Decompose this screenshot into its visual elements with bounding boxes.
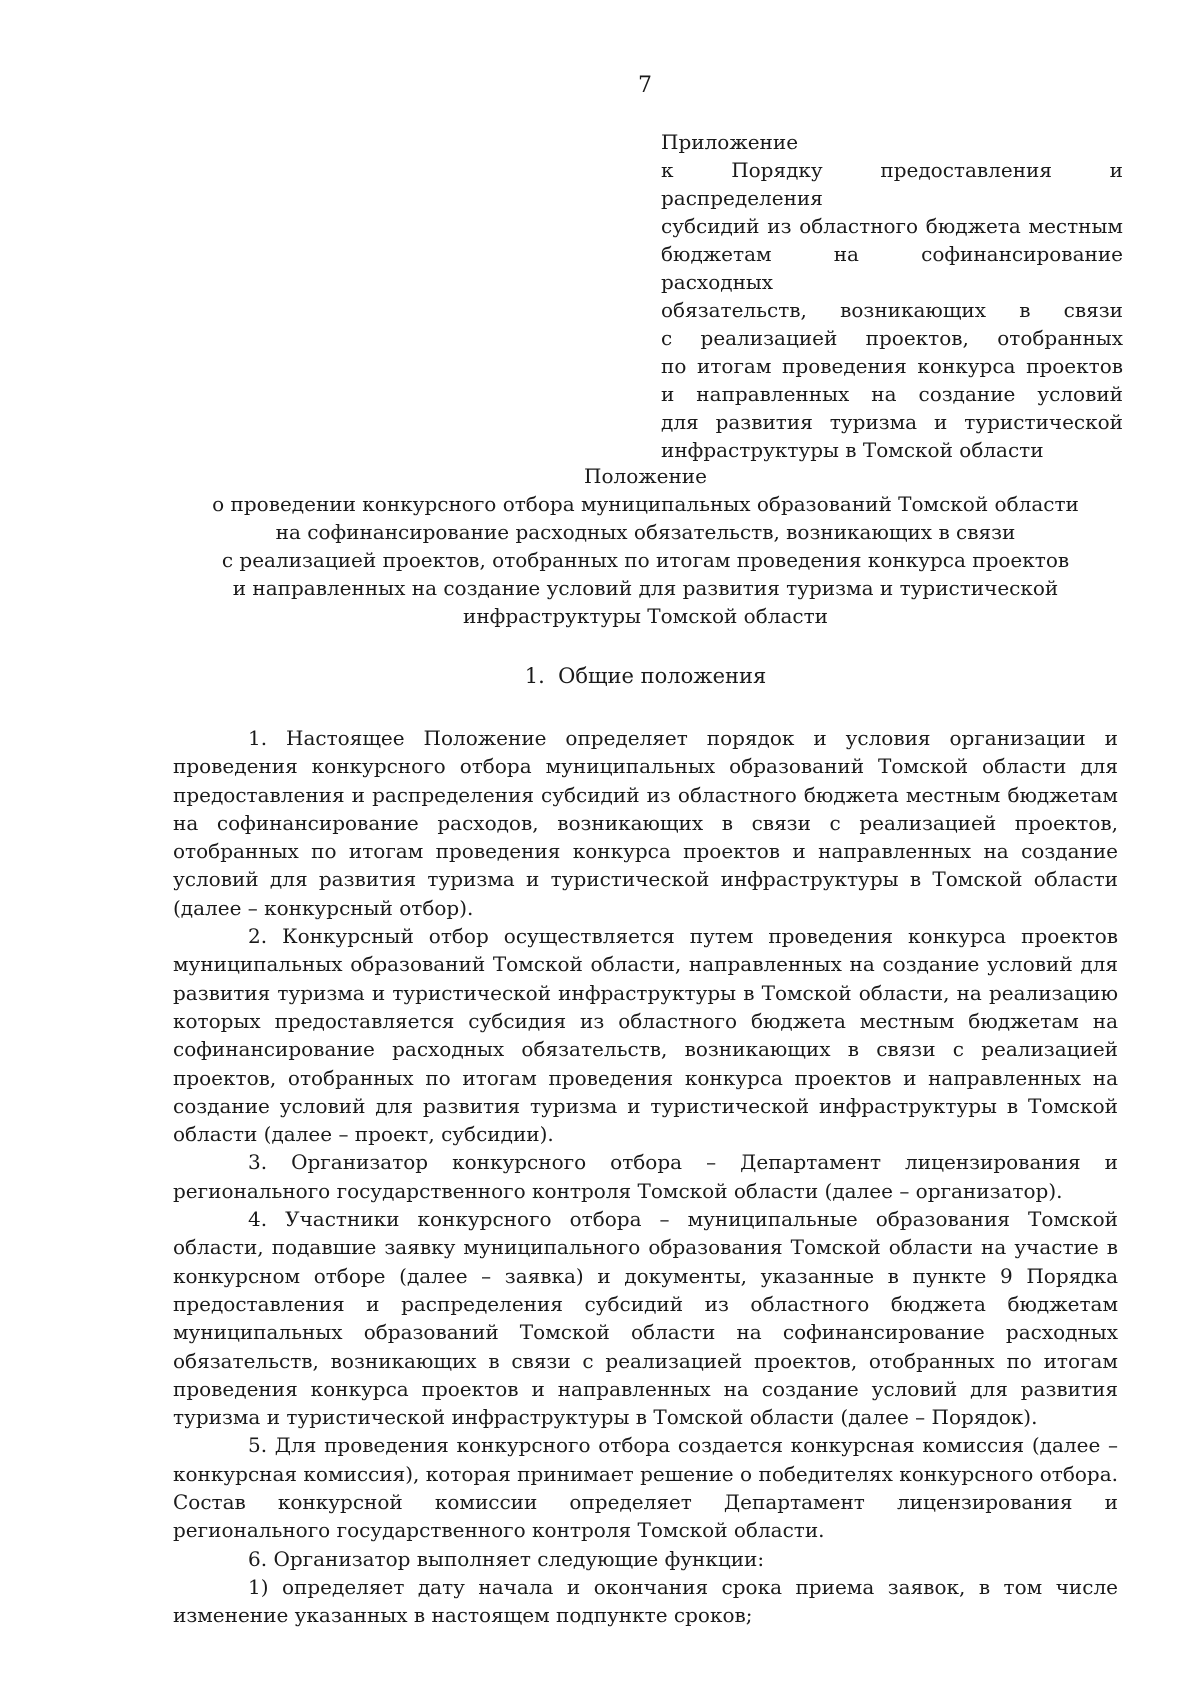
paragraph-1: 1. Настоящее Положение определяет порядок и условия организации и проведения конкурсного отбора муниципальных образований Томской области для предоставления и распределения субсидий из областного бюджета местным бюджетам на софинансирование расходов, возникающих в связи с реализацией проектов, отобранных по итогам проведения конкурса проектов и направленных на создание условий для развития туризма и туристической инфраструктуры в Томской области (далее – конкурсный отбор).: [173, 726, 1118, 920]
appendix-line: к Порядку предоставления и распределения: [661, 158, 1123, 210]
section-title: Общие положения: [558, 664, 767, 688]
section-number: 1.: [524, 664, 545, 688]
appendix-line: субсидий из областного бюджета местным: [661, 214, 1123, 238]
appendix-line: с реализацией проектов, отобранных: [661, 326, 1123, 350]
regulation-title-line: Положение: [584, 464, 707, 488]
appendix-line: и направленных на создание условий: [661, 382, 1123, 406]
body-text: [173, 724, 1118, 1630]
appendix-line: обязательств, возникающих в связи: [661, 298, 1123, 322]
appendix-line: по итогам проведения конкурса проектов: [661, 354, 1123, 378]
regulation-title-line: на софинансирование расходных обязательств, возникающих в связи: [275, 520, 1016, 544]
regulation-title-line: о проведении конкурсного отбора муниципальных образований Томской области: [212, 492, 1079, 516]
paragraph-4: 4. Участники конкурсного отбора – муниципальные образования Томской области, подавшие заявку муниципального образования Томской области на участие в конкурсном отборе (далее – заявка) и документы, указанные в пункте 9 Порядка предоставления и распределения субсидий из областного бюджета бюджетам муниципальных образований Томской области на софинансирование расходных обязательств, возникающих в связи с реализацией проектов, отобранных по итогам проведения конкурса проектов и направленных на создание условий для развития туризма и туристической инфраструктуры в Томской области (далее – Порядок).: [173, 1207, 1118, 1430]
appendix-line: Приложение: [661, 130, 799, 154]
paragraph-6: 6. Организатор выполняет следующие функции:: [248, 1546, 765, 1571]
paragraph-2: 2. Конкурсный отбор осуществляется путем проведения конкурса проектов муниципальных образований Томской области, направленных на создание условий для развития туризма и туристической инфраструктуры в Томской области, на реализацию которых предоставляется субсидия из областного бюджета местным бюджетам на софинансирование расходных обязательств, возникающих в связи с реализацией проектов, отобранных по итогам проведения конкурса проектов и направленных на создание условий для развития туризма и туристической инфраструктуры в Томской области (далее – проект, субсидии).: [173, 924, 1118, 1147]
regulation-title-line: и направленных на создание условий для развития туризма и туристической: [232, 576, 1059, 600]
appendix-line: инфраструктуры в Томской области: [661, 438, 1044, 462]
regulation-title-line: инфраструктуры Томской области: [463, 604, 828, 628]
paragraph-6-1: 1) определяет дату начала и окончания срока приема заявок, в том числе изменение указанных в настоящем подпункте сроков;: [173, 1574, 1118, 1628]
section-heading: [173, 661, 1118, 691]
appendix-reference: [661, 128, 1123, 464]
paragraph-3: 3. Организатор конкурсного отбора – Департамент лицензирования и регионального государственного контроля Томской области (далее – организатор).: [173, 1150, 1118, 1203]
appendix-line: для развития туризма и туристической: [661, 410, 1123, 434]
appendix-line: бюджетам на софинансирование расходных: [661, 242, 1123, 294]
regulation-title: [173, 462, 1118, 630]
page-number: 7: [638, 73, 652, 98]
regulation-title-line: с реализацией проектов, отобранных по итогам проведения конкурса проектов: [221, 548, 1070, 572]
paragraph-5: 5. Для проведения конкурсного отбора создается конкурсная комиссия (далее – конкурсная комиссия), которая принимает решение о победителях конкурсного отбора. Состав конкурсной комиссии определяет Департамент лицензирования и регионального государственного контроля Томской области.: [173, 1433, 1118, 1543]
